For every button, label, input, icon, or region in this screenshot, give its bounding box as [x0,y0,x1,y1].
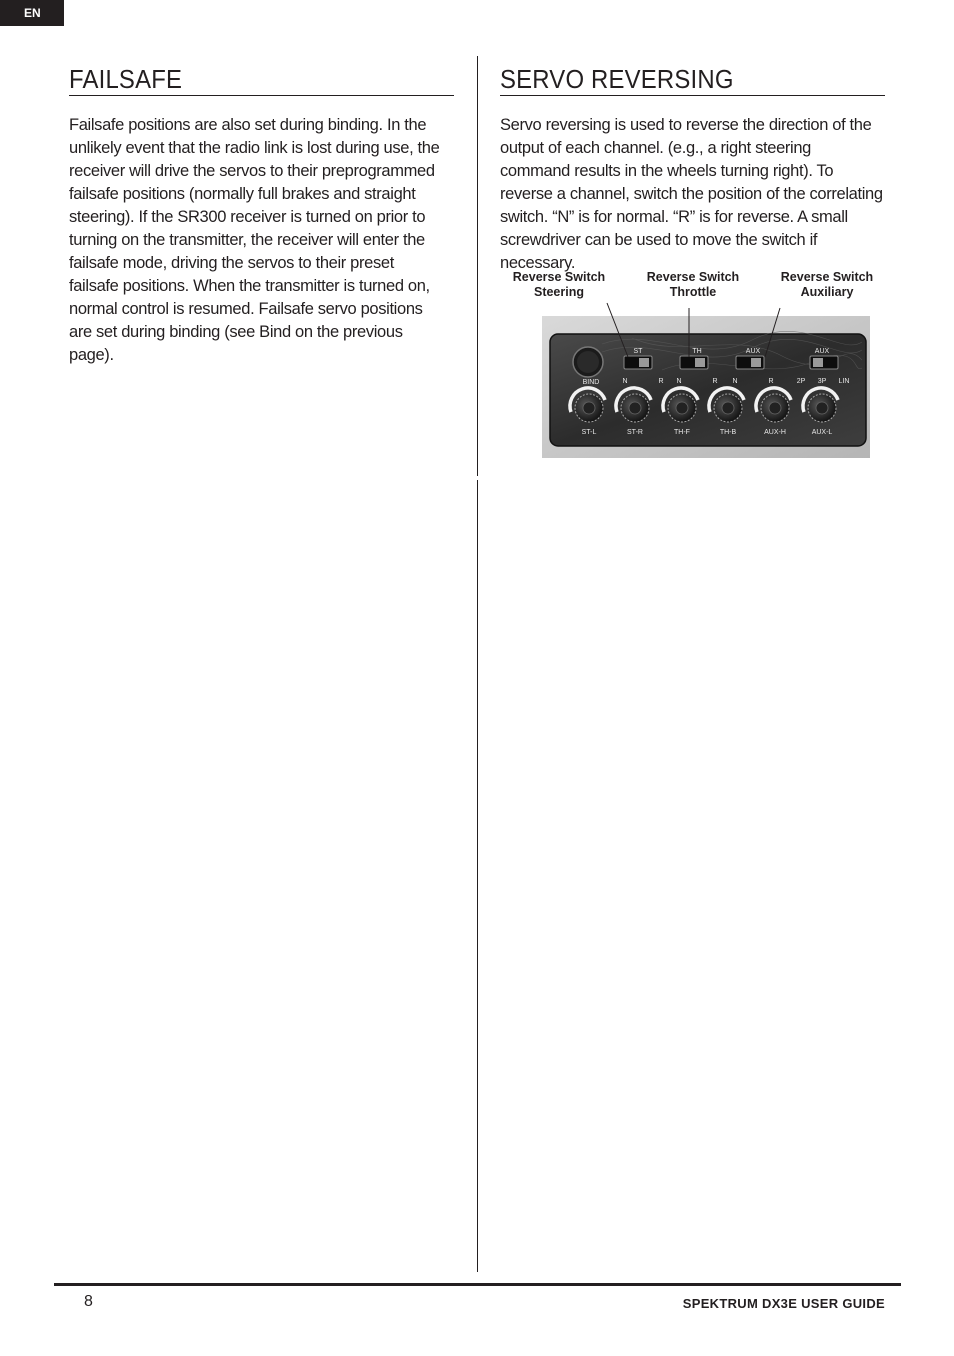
switch-slider [751,358,761,367]
position-label: R [712,378,718,385]
language-tab: EN [0,0,64,26]
knob-center [676,402,688,414]
switch-label: AUX [814,348,830,355]
servo-reversing-heading-rule [500,95,885,96]
position-label: R [768,378,774,385]
knob-label: ST-R [627,429,643,436]
position-label: LIN [838,378,850,385]
failsafe-body: Failsafe positions are also set during binding. In the unlikely event that the radio link is lost during use, the receiver will drive the servos to their preprogrammed failsafe positions (normally full brakes and straight steering). If the SR300 receiver is turned on prior to turning on the transmitter, the receiver will enter the failsafe mode, driving the servos to their preset failsafe positions. When the transmitter is turned on, normal control is resumed. Failsafe servo positions are set during binding (see Bind on the previous page). [69,116,440,364]
knob-label: AUX-H [764,429,786,436]
switch-slider [639,358,649,367]
callout-line: Steering [533,285,584,299]
callout-line: Reverse Switch [780,270,874,284]
callout-reverse-switch-auxiliary [771,270,883,300]
knob-label: AUX-L [811,429,833,436]
footer-rule [54,1283,901,1286]
position-label: N [676,378,682,385]
switch-slider [695,358,705,367]
failsafe-heading-rule [69,95,454,96]
switch-label: AUX [745,348,761,355]
bind-label: BIND [582,379,600,386]
callout-line: Throttle [669,285,717,299]
position-label: 3P [817,378,827,385]
column-divider [477,480,478,1272]
position-label: N [732,378,738,385]
control-panel-photo [542,316,870,458]
callout-line: Auxiliary [800,285,854,299]
bind-button-face [577,351,599,373]
knob-center [722,402,734,414]
switch-label: TH [692,348,702,355]
callout-reverse-switch-steering [503,270,615,300]
knob-label: ST-L [581,429,597,436]
knob-label: TH-B [719,429,737,436]
knob-center [816,402,828,414]
failsafe-heading: FAILSAFE [69,64,183,94]
knob-label: TH-F [674,429,690,436]
column-divider [477,56,478,476]
callout-line: Reverse Switch [646,270,740,284]
page-number: 8 [84,1293,93,1310]
switch-label: ST [633,348,643,355]
guide-title: SPEKTRUM DX3E USER GUIDE [682,1296,885,1311]
knob-center [583,402,595,414]
servo-reversing-heading: SERVO REVERSING [500,64,734,94]
switch-slider [813,358,823,367]
position-label: 2P [796,378,806,385]
knob-center [769,402,781,414]
position-label: R [658,378,664,385]
servo-reversing-body: Servo reversing is used to reverse the direction of the output of each channel. (e.g., a right steering command results in the wheels turning right). To reverse a channel, switch the position of the correlating switch. “N” is for normal. “R” is for reverse. A small screwdriver can be used to move the switch if necessary. [500,116,883,272]
callout-reverse-switch-throttle [637,270,749,300]
knob-center [629,402,641,414]
callout-line: Reverse Switch [512,270,606,284]
position-label: N [622,378,628,385]
